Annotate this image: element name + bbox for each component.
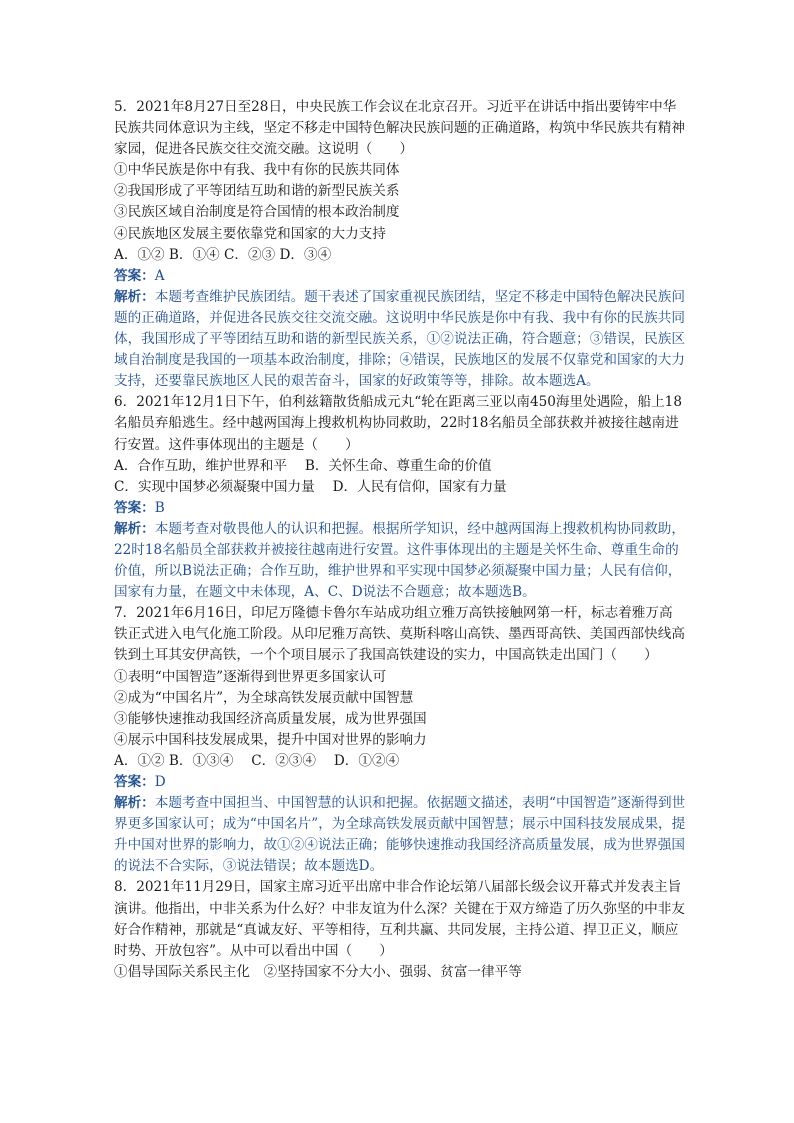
answer-choices: A．①② B．①③④ C．②③④ D．①②④ xyxy=(114,752,400,769)
analysis-label: 解析： xyxy=(114,520,155,537)
answer-line xyxy=(114,772,686,793)
question-stem: 7．2021年6月16日，印尼万隆德卡鲁尔车站成功组立雅万高铁接触网第一杆，标志着雅万高铁正式进入电气化施工阶段。从印尼雅万高铁、莫斯科喀山高铁、墨西哥高铁、美国西部快线高铁到土耳其安伊高铁，一个个项目展示了我国高铁建设的实力，中国高铁走出国门（ ） xyxy=(114,605,685,664)
option-item: ①中华民族是你中有我、我中有你的民族共同体 xyxy=(114,162,400,179)
answer-value: B xyxy=(154,499,165,516)
question-8 xyxy=(114,877,686,982)
question-5 xyxy=(114,97,686,392)
question-6 xyxy=(114,392,686,603)
question-stem: 8．2021年11月29日，国家主席习近平出席中非合作论坛第八届部长级会议开幕式并发表主旨演讲。他指出，中非关系为什么好？中非友谊为什么深？关键在于双方缔造了历久弥坚的中非友好合作精神，那就是“真诚友好、平等相待，互利共赢、共同发展，主持公道、捍卫正义，顺应时势、开放包容”。从中可以看出中国（ ） xyxy=(114,879,685,959)
option-item: ④民族地区发展主要依靠党和国家的大力支持 xyxy=(114,225,386,242)
option-item: ①表明“中国智造”逐渐得到世界更多国家认可 xyxy=(114,668,387,685)
answer-value: A xyxy=(154,267,165,284)
question-stem: 6．2021年12月1日下午，伯利兹籍散货船成元丸“轮在距离三亚以南450海里处遇险，船上18名船员弃船逃生。经中越两国海上搜救机构协同救助，22时18名船员全部获救并被接往越南进行安置。这件事体现出的主题是（ ） xyxy=(114,394,682,453)
option-item: ②成为“中国名片”，为全球高铁发展贡献中国智慧 xyxy=(114,689,414,706)
answer-line xyxy=(114,498,686,519)
analysis-label: 解析： xyxy=(114,795,155,812)
analysis-line xyxy=(114,519,686,603)
option-item: ④展示中国科技发展成果，提升中国对世界的影响力 xyxy=(114,731,427,748)
analysis-text: 本题考查对敬畏他人的认识和把握。根据所学知识，经中越两国海上搜救机构协同救助，22时18名船员全部获救并被接往越南进行安置。这件事体现出的主题是关怀生命、尊重生命的价值，所以B说法正确；合作互助，维护世界和平实现中国梦必须凝聚中国力量；人民有信仰，国家有力量，在题文中未体现，A、C、D说法不合题意；故本题选B。 xyxy=(114,520,685,601)
analysis-text: 本题考查中国担当、中国智慧的认识和把握。依据题文描述，表明“中国智造”逐渐得到世界更多国家认可；成为“中国名片”，为全球高铁发展贡献中国智慧；展示中国科技发展成果，提升中国对世界的影响力，故①②④说法正确；能够快速推动我国经济高质量发展，成为世界强国的说法不合实际，③说法错误；故本题选D。 xyxy=(114,795,686,875)
answer-label: 答案： xyxy=(114,774,155,790)
answer-choices: A．合作互助，维护世界和平 B．关怀生命、尊重生命的价值 xyxy=(114,457,492,474)
analysis-line xyxy=(114,793,686,877)
answer-label: 答案： xyxy=(114,267,155,284)
option-item: ②我国形成了平等团结互助和谐的新型民族关系 xyxy=(114,183,400,200)
answer-value: D xyxy=(154,774,166,790)
answer-choices: A．①② B．①④ C．②③ D．③④ xyxy=(114,246,332,263)
question-7 xyxy=(114,603,686,877)
option-item: ③民族区域自治制度是符合国情的根本政治制度 xyxy=(114,204,400,221)
question-list xyxy=(114,97,686,983)
question-stem: 5．2021年8月27日至28日，中央民族工作会议在北京召开。习近平在讲话中指出要铸牢中华民族共同体意识为主线，坚定不移走中国特色解决民族问题的正确道路，构筑中华民族共有精神家园，促进各民族交往交流交融。这说明（ ） xyxy=(114,99,685,158)
analysis-text: 本题考查维护民族团结。题干表述了国家重视民族团结，坚定不移走中国特色解决民族问题的正确道路，并促进各民族交往交流交融。这说明中华民族是你中有我、我中有你的民族共同体，我国形成了平等团结互助和谐的新型民族关系，①②说法正确，符合题意；③错误，民族区域自治制度是我国的一项基本政治制度，排除；④错误，民族地区的发展不仅靠党和国家的大力支持，还要靠民族地区人民的艰苦奋斗，国家的好政策等等，排除。故本题选A。 xyxy=(114,288,685,390)
analysis-label: 解析： xyxy=(114,288,155,305)
answer-choices: C．实现中国梦必须凝聚中国力量 D．人民有信仰，国家有力量 xyxy=(114,478,507,495)
analysis-line xyxy=(114,287,686,392)
answer-line xyxy=(114,266,686,287)
option-item: ③能够快速推动我国经济高质量发展，成为世界强国 xyxy=(114,710,427,727)
answer-label: 答案： xyxy=(114,499,155,516)
option-item: ①倡导国际关系民主化 ②坚持国家不分大小、强弱、贫富一律平等 xyxy=(114,963,522,980)
